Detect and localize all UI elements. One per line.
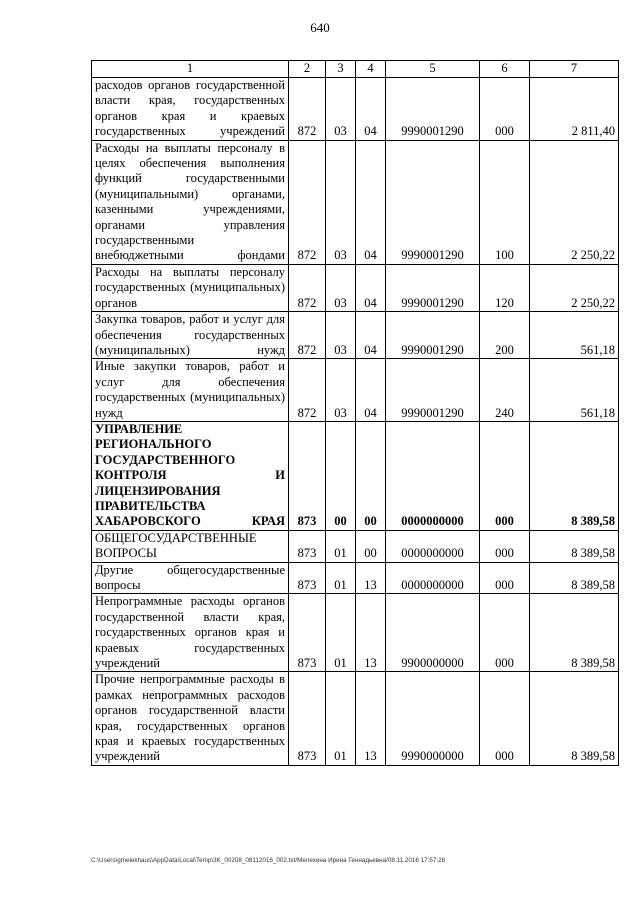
section-code: 01 [326,594,356,672]
section-code: 03 [326,264,356,311]
amount: 561,18 [530,359,619,422]
ministry-code: 872 [289,78,326,141]
table-header-row [92,61,619,78]
target-article-code: 0000000000 [386,562,480,594]
column-header: 5 [386,61,480,78]
section-code: 03 [326,140,356,264]
subsection-code: 00 [356,530,386,562]
subsection-code: 13 [356,594,386,672]
subsection-code: 04 [356,78,386,141]
ministry-code: 872 [289,140,326,264]
expense-type-code: 240 [480,359,530,422]
table-row [92,562,619,594]
expense-type-code: 200 [480,312,530,359]
target-article-code: 9990001290 [386,140,480,264]
ministry-code: 873 [289,530,326,562]
target-article-code: 9990001290 [386,359,480,422]
row-name: Расходы на выплаты персоналу государственных (муниципальных) органов [92,264,289,311]
amount: 8 389,58 [530,594,619,672]
table-row [92,78,619,141]
column-header: 7 [530,61,619,78]
section-code: 01 [326,562,356,594]
subsection-code: 00 [356,421,386,530]
subsection-code: 13 [356,562,386,594]
row-name: расходов органов государственной власти края, государственных органов края и краевых государственных учреждений [92,78,289,141]
subsection-code: 13 [356,672,386,765]
subsection-code: 04 [356,140,386,264]
ministry-code: 873 [289,672,326,765]
ministry-code: 873 [289,562,326,594]
row-name: Непрограммные расходы органов государственной власти края, государственных органов края и краевых государственных учреждений [92,594,289,672]
column-header: 1 [92,61,289,78]
table-row [92,672,619,765]
column-header: 6 [480,61,530,78]
table-row [92,140,619,264]
table-row [92,264,619,311]
section-code: 03 [326,78,356,141]
column-header: 3 [326,61,356,78]
section-code: 01 [326,672,356,765]
expense-type-code: 000 [480,672,530,765]
expense-type-code: 000 [480,562,530,594]
expense-type-code: 120 [480,264,530,311]
amount: 2 250,22 [530,264,619,311]
expense-type-code: 000 [480,421,530,530]
amount: 8 389,58 [530,562,619,594]
column-header: 2 [289,61,326,78]
ministry-code: 873 [289,594,326,672]
expense-type-code: 000 [480,530,530,562]
row-name: Другие общегосударственные вопросы [92,562,289,594]
target-article-code: 9900000000 [386,594,480,672]
column-header: 4 [356,61,386,78]
file-path-footer: C:\Users\gmelekhaus\AppData\Local\Temp\3K_00208_08112016_002.txt/Мелехина Ирина Геннадьевна/08.11.2016 17:57:28 [91,857,446,864]
amount: 2 250,22 [530,140,619,264]
amount: 8 389,58 [530,530,619,562]
row-name: Расходы на выплаты персоналу в целях обеспечения выполнения функций государственными (муниципальными) органами, казенными учреждениями, органами управления государственными внебюджетными фондами [92,140,289,264]
section-code: 03 [326,359,356,422]
target-article-code: 9990001290 [386,264,480,311]
target-article-code: 0000000000 [386,421,480,530]
amount: 8 389,58 [530,421,619,530]
target-article-code: 9990001290 [386,78,480,141]
section-code: 00 [326,421,356,530]
row-name: Иные закупки товаров, работ и услуг для обеспечения государственных (муниципальных) нужд [92,359,289,422]
target-article-code: 9990000000 [386,672,480,765]
ministry-code: 873 [289,421,326,530]
target-article-code: 9990001290 [386,312,480,359]
amount: 2 811,40 [530,78,619,141]
row-name: Закупка товаров, работ и услуг для обеспечения государственных (муниципальных) нужд [92,312,289,359]
section-code: 03 [326,312,356,359]
table-row [92,312,619,359]
budget-table [91,60,619,766]
expense-type-code: 100 [480,140,530,264]
page-number: 640 [310,20,330,35]
table-row [92,530,619,562]
target-article-code: 0000000000 [386,530,480,562]
amount: 561,18 [530,312,619,359]
subsection-code: 04 [356,312,386,359]
table-row [92,359,619,422]
expense-type-code: 000 [480,78,530,141]
ministry-code: 872 [289,264,326,311]
row-name: Прочие непрограммные расходы в рамках непрограммных расходов органов государственной власти края, государственных органов края и краевых государственных учреждений [92,672,289,765]
row-name: ОБЩЕГОСУДАРСТВЕННЫЕ ВОПРОСЫ [92,530,289,562]
section-code: 01 [326,530,356,562]
subsection-code: 04 [356,359,386,422]
amount: 8 389,58 [530,672,619,765]
expense-type-code: 000 [480,594,530,672]
table-row [92,421,619,530]
table-row [92,594,619,672]
subsection-code: 04 [356,264,386,311]
ministry-code: 872 [289,359,326,422]
ministry-code: 872 [289,312,326,359]
row-name: УПРАВЛЕНИЕ РЕГИОНАЛЬНОГО ГОСУДАРСТВЕННОГО КОНТРОЛЯ И ЛИЦЕНЗИРОВАНИЯ ПРАВИТЕЛЬСТВА ХАБАРОВСКОГО КРАЯ [92,421,289,530]
